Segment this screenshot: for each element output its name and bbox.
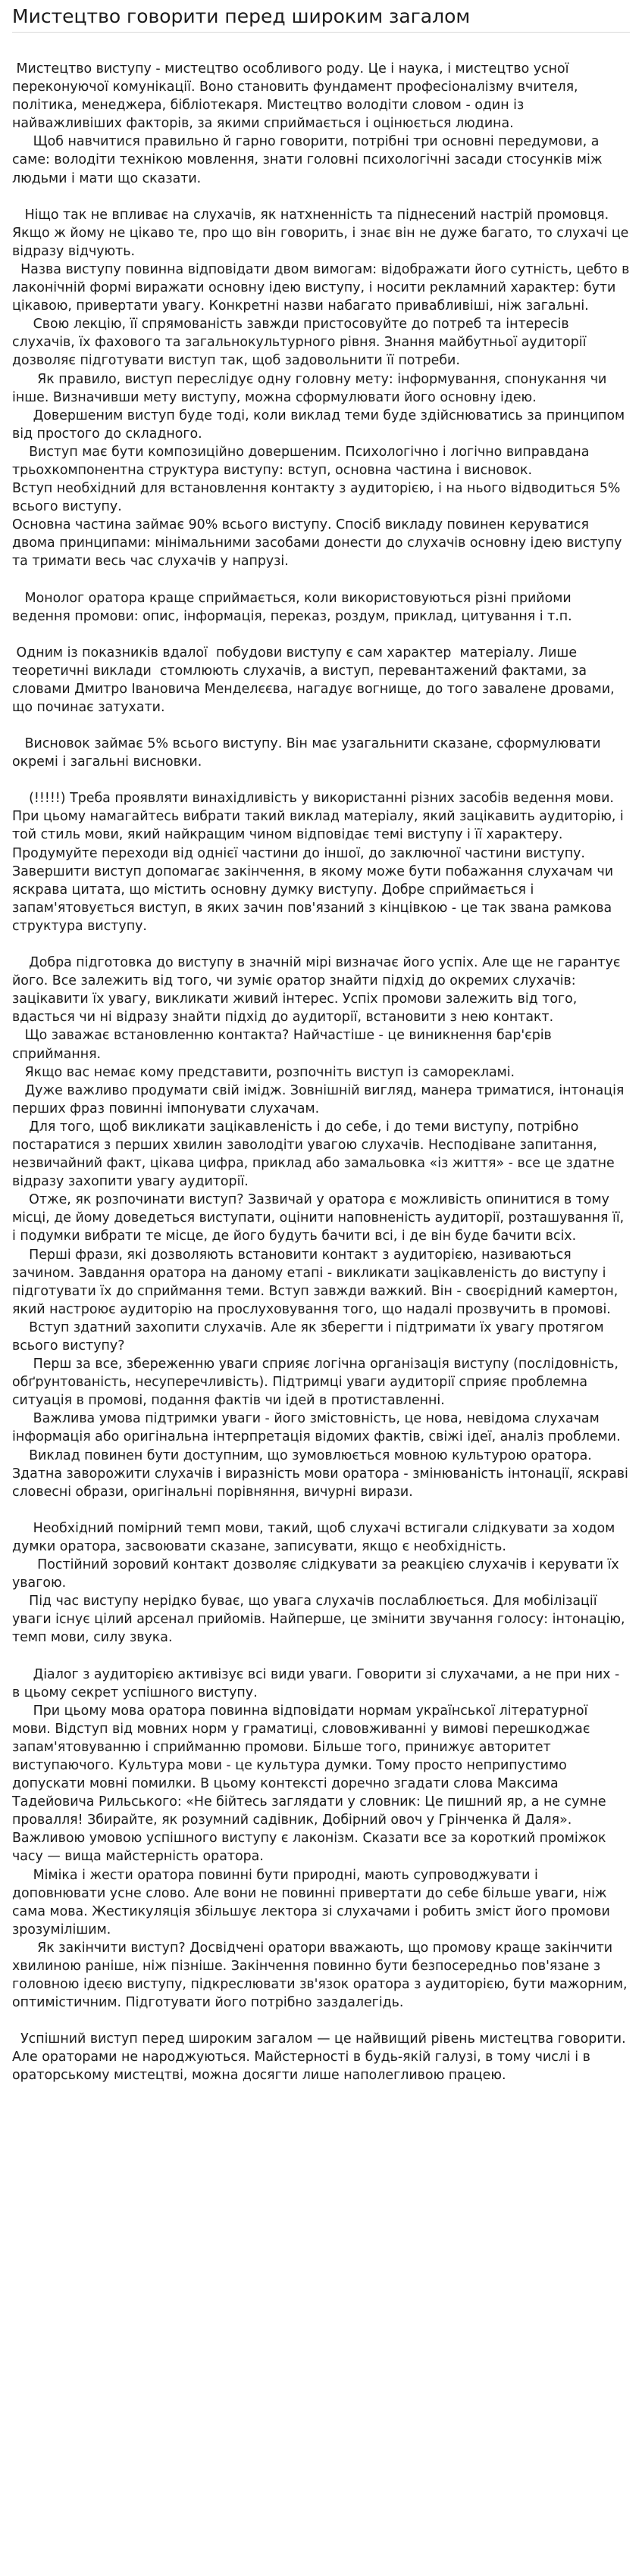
article-paragraph: Добра підготовка до виступу в значній мірі визначає його успіх. Але ще не гарантує його. Все залежить від того, чи зуміє оратор знайти підхід до окремих слухачів: зацікавити їх увагу, викликати живий інтерес. Успіх промови залежить від того, вдасться чи ні відразу знайти підхід до аудиторії, встановити з нею контакт. (12, 955, 625, 1026)
article-paragraph: Ніщо так не впливає на слухачів, як натхненність та піднесений настрій промовця. Якщо ж йому не цікаво те, про що він говорить, і знає він не дуже багато, то слухачі це відразу відчують. (12, 207, 633, 259)
article-paragraph: Одним із показників вдалої побудови виступу є сам характер матеріалу. Лише теоретичні виклади стомлюють слухачів, а виступ, перевантажений фактами, за словами Дмитро Івановича Менделєєва, нагадує вогнище, до того завалене дровами, що починає затухати. (12, 645, 619, 715)
article-paragraph: Мистецтво виступу - мистецтво особливого роду. Це і наука, і мистецтво усної переконуючої комунікації. Воно становить фундамент професіоналізму вчителя, політика, менеджера, бібліотекаря. Мистецтво володіти словом - один із найважливіших факторів, за якими сприймається і оцінюється людина. (12, 61, 583, 132)
article-paragraph: Під час виступу нерідко буває, що увага слухачів послаблюється. Для мобілізації уваги існує цілий арсенал прийомів. Найперше, це змінити звучання голосу: інтонацію, темп мови, силу звука. (12, 1594, 630, 1646)
article-paragraph: Що заважає встановленню контакта? Найчастіше - це виникнення бар'єрів сприймання. (12, 1028, 556, 1062)
article-paragraph: Виступ має бути композиційно довершеним. Психологічно і логічно виправдана трьохкомпонентна структура виступу: вступ, основна частина і висновок. (12, 444, 593, 478)
article-paragraph: Висновок займає 5% всього виступу. Він має узагальнити сказане, сформулювати окремі і загальні висновки. (12, 736, 606, 770)
article-body (12, 60, 634, 2085)
article-paragraph: Перш за все, збереженню уваги сприяє логічна організація виступу (послідовність, обґрунтованість, несуперечливість). Підтримці уваги аудиторії сприяє проблемна ситуація в промові, подання фактів чи ідей в протиставленні. (12, 1357, 623, 1409)
article-paragraph: Успішний виступ перед широким загалом — це найвищий рівень мистецтва говорити. Але ораторами не народжуються. Майстерності в будь-якій галузі, в тому числі і в ораторському мистецтві, можна досягти лише наполегливою працею. (12, 2031, 631, 2084)
article-paragraph: Вступ здатний захопити слухачів. Але як зберегти і підтримати їх увагу протягом всього виступу? (12, 1319, 609, 1354)
article-paragraph: Міміка і жести оратора повинні бути природні, мають супроводжувати і доповнювати усне слово. Але вони не повинні привертати до себе більше уваги, ніж сама мова. Жестикуляція збільшує лектора зі слухачами і робить зміст його промови зрозумілішим. (12, 1867, 615, 1937)
article-paragraph: Для того, щоб викликати зацікавленість і до себе, і до теми виступу, потрібно постаратися з перших хвилин заволодіти увагою слухачів. Несподіване запитання, незвичайний факт, цікава цифра, приклад або замальовка «із життя» - все це здатне відразу захопити увагу аудиторії. (12, 1119, 619, 1190)
article-paragraph: Діалог з аудиторією активізує всі види уваги. Говорити зі слухачами, а не при них - в цьому секрет успішного виступу. (12, 1666, 624, 1700)
page-title: Мистецтво говорити перед широким загалом (12, 5, 471, 27)
article-paragraph: Необхідний помірний темп мови, такий, щоб слухачі встигали слідкувати за ходом думки оратора, засвоювати сказане, записувати, якщо є необхідність. (12, 1520, 619, 1554)
article-paragraph: Як правило, виступ переслідує одну головну мету: інформування, спонукання чи інше. Визначивши мету виступу, можна сформулювати його основну ідею. (12, 371, 611, 405)
article-paragraph: Постійний зоровий контакт дозволяє слідкувати за реакцією слухачів і керувати їх увагою. (12, 1557, 624, 1591)
article-paragraph: Щоб навчитися правильно й гарно говорити, потрібні три основні передумови, а саме: володіти технікою мовлення, знати головні психологічні засади стосунків між людьми і мати що сказати. (12, 134, 607, 186)
article-paragraph: Виклад повинен бути доступним, що зумовлюється мовною культурою оратора. (12, 1447, 592, 1463)
article-paragraph: Вступ необхідний для встановлення контакту з аудиторією, і на нього відводиться 5% всього виступу. (12, 481, 625, 515)
article-paragraph: При цьому мова оратора повинна відповідати нормам української літературної мови. Відступ від мовних норм у граматиці, слововживанні у вимові перешкоджає запам'ятовуванню і сприйманню промови. Більше того, принижує авторитет виступаючого. Культура мови - це культура думки. Тому просто неприпустимо допускати мовні помилки. В цьому контексті доречно згадати слова Максима Тадейовича Рильського: «Не бійтесь заглядати у словник: Це пишний яр, а не сумне провалля! Збирайте, як розумний садівник, Добірний овоч у Грінченка й Даля». Важливою умовою успішного виступу є лаконізм. Сказати все за короткий проміжок часу — вища майстерність оратора. (12, 1703, 611, 1865)
article-paragraph: Назва виступу повинна відповідати двом вимогам: відображати його сутність, цебто в лаконічній формі виражати основну ідею виступу, і носити рекламний характер: бути цікавою, привертати увагу. Конкретні назви набагато привабливіші, ніж загальні. (12, 261, 634, 314)
article-paragraph: Основна частина займає 90% всього виступу. Спосіб викладу повинен керуватися двома принципами: мінімальними засобами донести до слухачів основну ідею виступу та тримати весь час слухачів у напрузі. (12, 517, 626, 570)
article-paragraph: Дуже важливо продумати свій імідж. Зовнішній вигляд, манера триматися, інтонація перших фраз повинні імпонувати слухачам. (12, 1082, 628, 1116)
title-divider (12, 32, 630, 33)
article-paragraph: Свою лекцію, її спрямованість завжди пристосовуйте до потреб та інтересів слухачів, їх фахового та загальнокультурного рівня. Знання майбутньої аудиторії дозволяє підготувати виступ так, щоб задовольнити її потреби. (12, 317, 590, 369)
article-paragraph: Як закінчити виступ? Досвідчені оратори вважають, що промову краще закінчити хвилиною раніше, ніж пізніше. Закінчення повинно бути безпосередньо пов'язане з головною ідеєю виступу, підкреслювати зв'язок оратора з аудиторією, бути мажорним, оптимістичним. Підготувати його потрібно заздалегідь. (12, 1940, 631, 2011)
article-paragraph: Монолог оратора краще сприймається, коли використовуються різні прийоми ведення промови: опис, інформація, переказ, роздум, приклад, цитування і т.п. (12, 590, 576, 624)
article-paragraph: (!!!!!) Треба проявляти винахідливість у використанні різних засобів ведення мови. При цьому намагайтесь вибрати такий виклад матеріалу, який зацікавить аудиторію, і той стиль мови, який найкращим чином відповідає темі виступу і її характеру. Продумуйте переходи від однієї частини до іншої, до заключної частини виступу. Завершити виступ допомагає закінчення, в якому може бути побажання слухачам чи яскрава цитата, що містить основну думку виступу. Добре сприймається і запам'ятовується виступ, в якиx зачин пов'язаний з кінцівкою - це так звана рамкова структура виступу. (12, 791, 628, 934)
article-paragraph: Перші фрази, які дозволяють встановити контакт з аудиторією, називаються зачином. Завдання оратора на даному етапі - викликати зацікавленість до виступу і підготувати їх до сприймання теми. Вступ завжди важкий. Він - своєрідний камертон, який настроює аудиторію на прослуховування того, що надалі прозвучить в промові. (12, 1247, 622, 1317)
article-paragraph: Отже, як розпочинати виступ? Зазвичай у оратора є можливість опинитися в тому місці, де йому доведеться виступати, оцінити наповненість аудиторії, розташування її, і подумки вибрати те місце, де його будуть бачити всі, і де він буде бачити всіх. (12, 1192, 628, 1244)
article-paragraph: Важлива умова підтримки уваги - його змістовність, це нова, невідома слухачам інформація або оригінальна інтерпретація відомих фактів, свіжі ідеї, аналіз проблеми. (12, 1411, 621, 1445)
article-paragraph: Довершеним виступ буде тоді, коли виклад теми буде здійснюватись за принципом від простого до складного. (12, 407, 629, 442)
article-paragraph: Якщо вас немає кому представити, розпочніть виступ із саморекламі. (12, 1064, 515, 1080)
article-paragraph: Здатна заворожити слухачів і виразність мови оратора - змінюваність інтонації, яскраві словесні образи, оригінальні порівняння, вичурні вирази. (12, 1466, 633, 1500)
